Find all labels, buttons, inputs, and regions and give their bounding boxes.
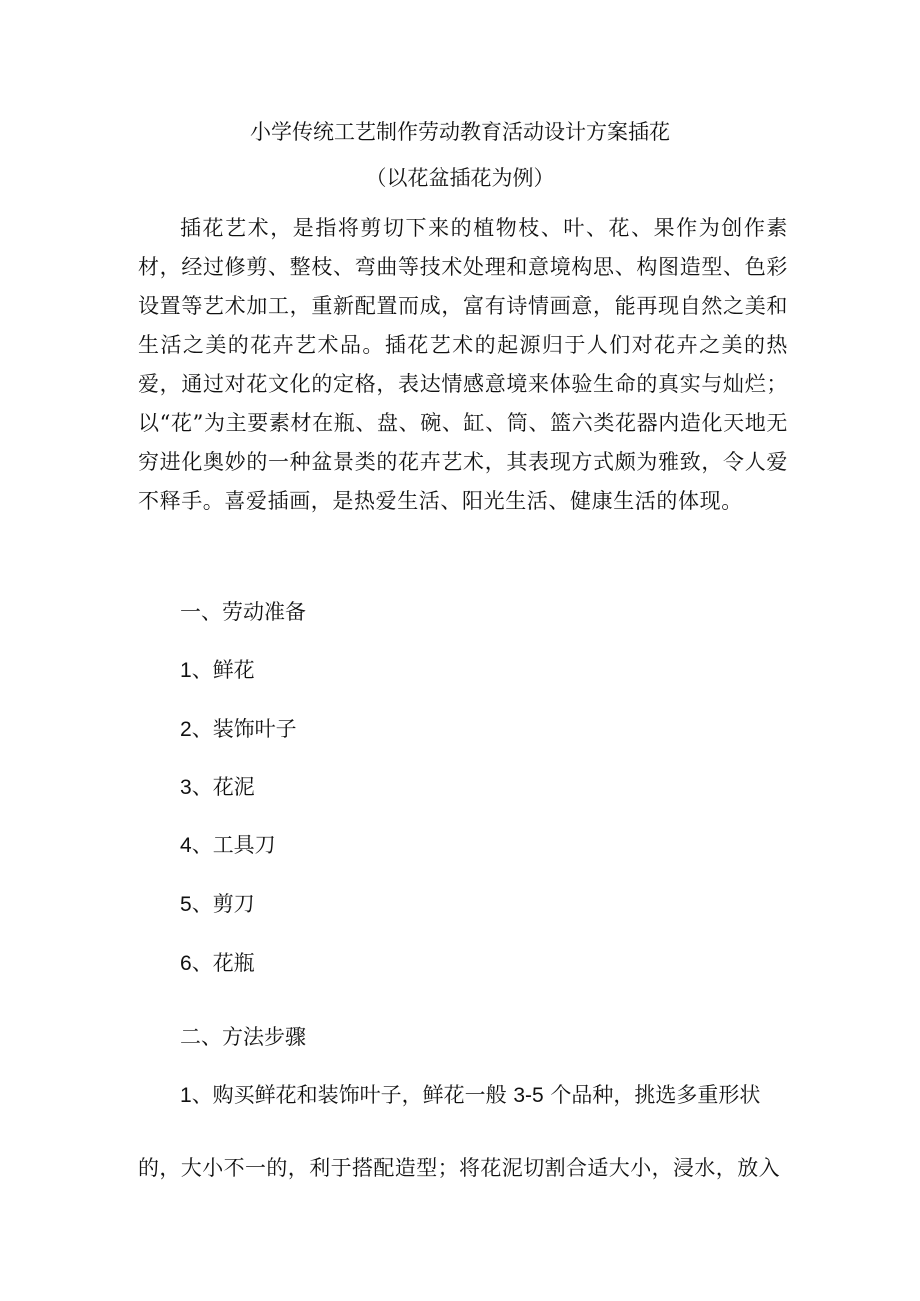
intro-paragraph: 插花艺术，是指将剪切下来的植物枝、叶、花、果作为创作素材，经过修剪、整枝、弯曲等技术处理和意境构思、构图造型、色彩设置等艺术加工，重新配置而成，富有诗情画意，能再现自然之美和生活之美的花卉艺术品。插花艺术的起源归于人们对花卉之美的热爱，通过对花文化的定格，表达情感意境来体验生命的真实与灿烂；以“花”为主要素材在瓶、盘、碗、缸、筒、篮六类花器内造化天地无穷进化奥妙的一种盆景类的花卉艺术，其表现方式颇为雅致，令人爱不释手。喜爱插画，是热爱生活、阳光生活、健康生活的体现。	[138, 216, 788, 513]
list-item-separator: 、	[191, 951, 213, 975]
list-item-number: 3	[180, 776, 192, 799]
list-item-number: 5	[180, 893, 192, 916]
step-number: 1	[180, 1084, 192, 1107]
document-subtitle: （以花盆插花为例）	[365, 166, 555, 190]
list-item-separator: 、	[191, 775, 213, 799]
list-item-number: 1	[180, 659, 192, 682]
list-item	[180, 889, 255, 920]
section-heading-preparation: 一、劳动准备	[180, 600, 306, 624]
list-item-text: 花瓶	[212, 951, 255, 975]
list-item-separator: 、	[191, 658, 213, 682]
step-paragraph-continuation: 的，大小不一的，利于搭配造型；将花泥切割合适大小，浸水，放入	[138, 1156, 780, 1180]
step-text-a: 、购买鲜花和装饰叶子，鲜花一般	[191, 1083, 514, 1107]
list-item-separator: 、	[191, 892, 213, 916]
list-item-number: 6	[180, 952, 192, 975]
list-item-separator: 、	[191, 717, 213, 741]
list-item-number: 4	[180, 834, 192, 857]
section-heading-method: 二、方法步骤	[180, 1025, 306, 1049]
list-item	[180, 714, 297, 745]
list-item-text: 花泥	[212, 775, 255, 799]
step-paragraph-line	[180, 1080, 760, 1111]
document-title: 小学传统工艺制作劳动教育活动设计方案插花	[250, 120, 670, 144]
list-item	[180, 772, 255, 803]
list-item-number: 2	[180, 718, 192, 741]
list-item-separator: 、	[191, 833, 213, 857]
list-item	[180, 948, 255, 979]
step-range: 3-5	[513, 1084, 544, 1107]
list-item	[180, 830, 276, 861]
list-item-text: 鲜花	[212, 658, 255, 682]
list-item-text: 剪刀	[212, 892, 255, 916]
list-item	[180, 655, 255, 686]
list-item-text: 工具刀	[212, 833, 276, 857]
list-item-text: 装饰叶子	[212, 717, 297, 741]
step-text-b: 个品种，挑选多重形状	[543, 1083, 761, 1107]
